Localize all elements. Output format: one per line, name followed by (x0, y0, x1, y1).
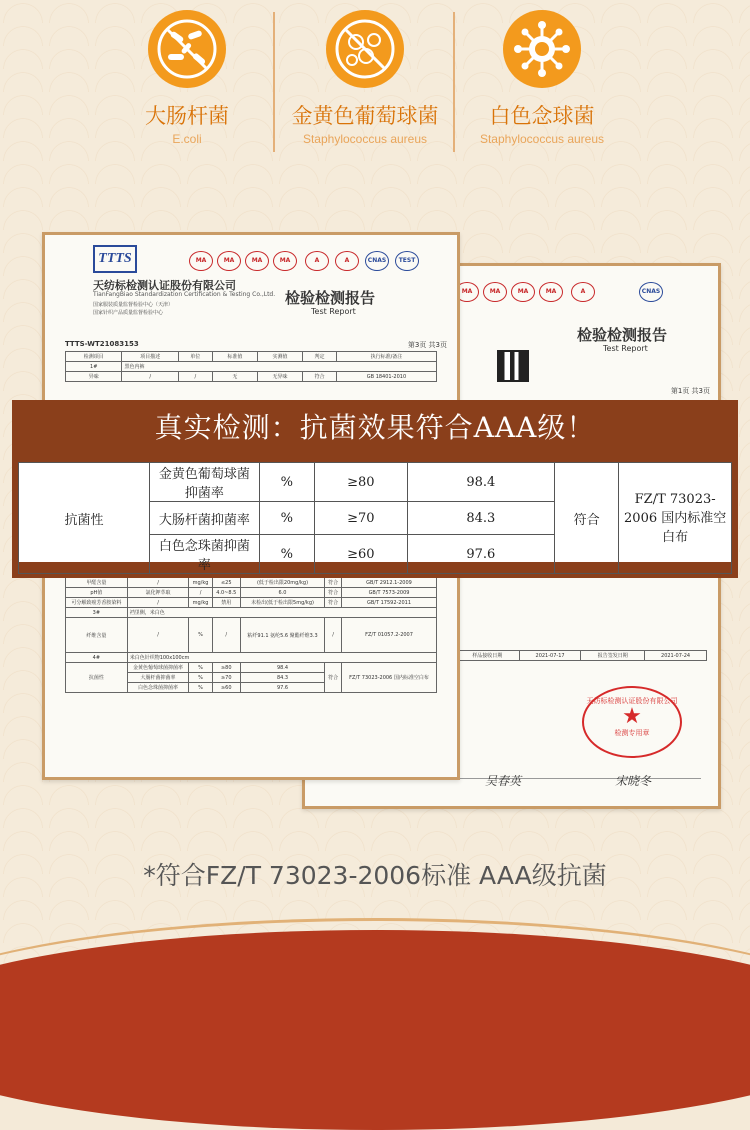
staphylococcus-icon (326, 10, 404, 88)
table-cell: 白色念珠菌抑菌率 (127, 683, 189, 693)
standard-footnote: *符合FZ/T 73023-2006标准 AAA级抗菌 (143, 861, 607, 890)
bacteria-item-ecoli (87, 0, 287, 146)
bacteria-name-en: E.coli (172, 132, 202, 146)
table-cell: / (127, 598, 189, 608)
table-cell: 大肠杆菌抑菌率 (150, 502, 259, 535)
highlight-banner (12, 400, 738, 578)
table-row (66, 578, 437, 588)
table-cell: 异味 (66, 372, 122, 382)
table-row (66, 618, 437, 653)
table-cell: FZ/T 73023-2006 国内标准空白布 (619, 463, 732, 574)
bacteria-name-en: Staphylococcus aureus (302, 132, 428, 146)
banner-table (18, 462, 732, 573)
table-cell: 符合 (303, 372, 337, 382)
table-row (66, 588, 437, 598)
table-cell: 84.3 (240, 673, 324, 683)
e-coli-icon (148, 10, 226, 88)
table-cell: 粘纤91.1 氨纶5.6 聚酯纤维3.3 (240, 618, 324, 653)
bacteria-name-cn: 金黄色葡萄球菌 (291, 104, 439, 128)
table-cell: GB/T 17592-2011 (342, 598, 437, 608)
table-cell: ≥80 (314, 463, 407, 502)
candida-icon (503, 10, 581, 88)
table-cell: 金黄色葡萄球菌抑菌率 (127, 663, 189, 673)
date-label: 样品接收日期 (456, 651, 520, 661)
report-title: 检验检测报告 (577, 326, 668, 344)
bacteria-item-candida (442, 0, 642, 146)
table-header (66, 352, 437, 362)
table-cell: / (212, 618, 240, 653)
company-name: 天纺标检测认证股份有限公司 (93, 279, 236, 292)
table-cell: 纤维含量 (66, 618, 128, 653)
signature: 吴春英 (485, 774, 522, 788)
table-cell: 98.4 (407, 463, 554, 502)
table-cell: 项目描述 (122, 352, 178, 362)
table-cell: 检测项目 (66, 352, 122, 362)
date-table (455, 650, 707, 661)
table-cell: 实测值 (257, 352, 302, 362)
table-cell: 97.6 (407, 535, 554, 574)
table-cell: 符合 (554, 463, 618, 574)
table-cell: 4.0~8.5 (212, 588, 240, 598)
report-table-top (65, 351, 437, 382)
bacteria-row (0, 0, 750, 170)
stamp-sub: 检测专用章 (614, 729, 650, 737)
table-cell: 84.3 (407, 502, 554, 535)
test-report-front: TTTS 天纺标检测认证股份有限公司 TianFangBiao Standardization Certification & Testing Co.,Ltd. 国家服装质量监督检验中心（天津） 国家针织产品质量监督检验中心 MA MA MA MA A A CNAS TEST 检验检测报告 Test Report TTTS-WT21083153 第3页 共3页 检测项目 项目描述 单位 标准值 实测值 判定 执行标准/备注 1# 黑色内裤 异味 / / 无 无异味 符合 GB 18401-2010 甲醛含量 / mg/kg ≤25 (低于检出限20mg/kg) 符合 GB/T 2912.1-2009 pH值 氯化钾萃取 / 4.0~8.5 6.0 符合 GB/T 7573-2009 可分解致癌芳香胺染料 / mg/kg 禁用 未检出(低于检出限5mg/kg) 符合 GB/T 17592-2011 3# 裆里侧，米白色 纤维含量 / % / 粘纤91.1 氨纶5.6 聚酯纤维3.3 / FZ/T 01057.2-2007 4# 米白色针织物100x100cm 抗菌性 金黄色葡萄球菌抑菌率 % ≥80 98.4 符合 FZ/T 73023-2006 国内标准空白布 大肠杆菌抑菌率 % ≥70 84.3 白色念珠菌抑菌率 % ≥60 97.6 (42, 232, 460, 780)
bacteria-item-staph (265, 0, 465, 146)
table-cell: 执行标准/备注 (336, 352, 436, 362)
report-number: TTTS-WT21083153 (65, 340, 139, 348)
table-cell: / (122, 372, 178, 382)
table-cell: ≥60 (314, 535, 407, 574)
table-cell: FZ/T 73023-2006 国内标准空白布 (342, 663, 437, 693)
table-cell: ≥80 (212, 663, 240, 673)
table-cell: (低于检出限20mg/kg) (240, 578, 324, 588)
report-title-en: Test Report (603, 344, 648, 353)
table-row (19, 463, 732, 502)
footer-arc (0, 930, 750, 1130)
table-cell: 无异味 (257, 372, 302, 382)
table-cell: / (127, 618, 189, 653)
table-cell: 符合 (325, 663, 342, 693)
table-cell: 标准值 (212, 352, 257, 362)
table-cell: GB/T 2912.1-2009 (342, 578, 437, 588)
table-row (66, 372, 437, 382)
table-cell: 98.4 (240, 663, 324, 673)
table-cell: % (189, 683, 212, 693)
table-cell: 金黄色葡萄球菌抑菌率 (150, 463, 259, 502)
table-cell: pH值 (66, 588, 128, 598)
table-row (66, 663, 437, 673)
table-cell: / (325, 618, 342, 653)
table-cell: 符合 (325, 598, 342, 608)
page-number: 第1页 共3页 (670, 387, 710, 395)
date-value: 2021-07-17 (519, 651, 581, 661)
table-row (66, 608, 437, 618)
table-cell: 禁用 (212, 598, 240, 608)
table-cell: 6.0 (240, 588, 324, 598)
table-cell: 甲醛含量 (66, 578, 128, 588)
center-name: 国家针织产品质量监督检验中心 (93, 310, 164, 316)
table-cell: 3# (66, 608, 128, 618)
table-cell: 符合 (325, 578, 342, 588)
center-names (93, 301, 173, 317)
stamp-star-icon: ★ (622, 704, 642, 729)
table-cell: % (189, 663, 212, 673)
table-cell: 97.6 (240, 683, 324, 693)
table-cell: 抗菌性 (66, 663, 128, 693)
table-cell: mg/kg (189, 578, 212, 588)
table-cell: 判定 (303, 352, 337, 362)
date-label: 报告签发日期 (581, 651, 645, 661)
table-cell: / (127, 578, 189, 588)
table-cell: / (178, 372, 212, 382)
table-row (66, 598, 437, 608)
table-cell: 4# (66, 653, 128, 663)
qr-code (497, 350, 529, 382)
table-cell: 大肠杆菌抑菌率 (127, 673, 189, 683)
page-number: 第3页 共3页 (407, 341, 447, 349)
bacteria-name-cn: 白色念球菌 (489, 104, 595, 128)
table-cell: 可分解致癌芳香胺染料 (66, 598, 128, 608)
table-cell: ≤25 (212, 578, 240, 588)
test-report-back: MA MA MA MA A CNAS 检验检测报告 Test Report 第1页 共3页 样品接收日期 2021-07-17 报告签发日期 2021-07-24 吴春英 宋晓冬 (302, 263, 721, 809)
table-cell: 抗菌性 (19, 463, 150, 574)
table-row (66, 362, 437, 372)
signature: 宋晓冬 (615, 774, 652, 788)
table-cell: 白色念珠菌抑菌率 (150, 535, 259, 574)
bacteria-name-cn: 大肠杆菌 (145, 104, 229, 128)
report-title: 检验检测报告 (285, 289, 376, 307)
stamp-text: 天纺标检测认证股份有限公司 (586, 697, 678, 705)
table-cell: % (189, 673, 212, 683)
report-table-bottom (65, 577, 437, 693)
bacteria-name-en: Staphylococcus aureus (479, 132, 605, 146)
table-cell: 裆里侧，米白色 (127, 608, 436, 618)
company-name-en: TianFangBiao Standardization Certification & Testing Co.,Ltd. (93, 291, 276, 298)
table-cell: 单位 (178, 352, 212, 362)
table-row (66, 653, 437, 663)
report-title-en: Test Report (311, 307, 356, 316)
table-cell: 无 (212, 372, 257, 382)
table-cell: % (189, 618, 212, 653)
table-cell: 米白色针织物100x100cm (127, 653, 436, 663)
table-cell: % (259, 463, 314, 502)
table-cell: GB 18401-2010 (336, 372, 436, 382)
date-value: 2021-07-24 (645, 651, 707, 661)
table-cell: ≥70 (314, 502, 407, 535)
table-cell: % (259, 535, 314, 574)
center-name: 国家服装质量监督检验中心（天津） (93, 302, 174, 308)
table-cell: mg/kg (189, 598, 212, 608)
table-cell: 未检出(低于检出限5mg/kg) (240, 598, 324, 608)
table-cell: ≥70 (212, 673, 240, 683)
banner-title: 真实检测：抗菌效果符合AAA级！ (154, 411, 596, 444)
official-stamp (582, 686, 682, 758)
ttts-logo: TTTS (93, 245, 137, 273)
table-cell: / (189, 588, 212, 598)
table-cell: FZ/T 01057.2-2007 (342, 618, 437, 653)
table-cell: 黑色内裤 (122, 362, 437, 372)
table-cell: GB/T 7573-2009 (342, 588, 437, 598)
table-cell: 符合 (325, 588, 342, 598)
table-cell: 1# (66, 362, 122, 372)
table-cell: % (259, 502, 314, 535)
table-cell: ≥60 (212, 683, 240, 693)
table-cell: 氯化钾萃取 (127, 588, 189, 598)
antibacterial-table (18, 462, 732, 574)
